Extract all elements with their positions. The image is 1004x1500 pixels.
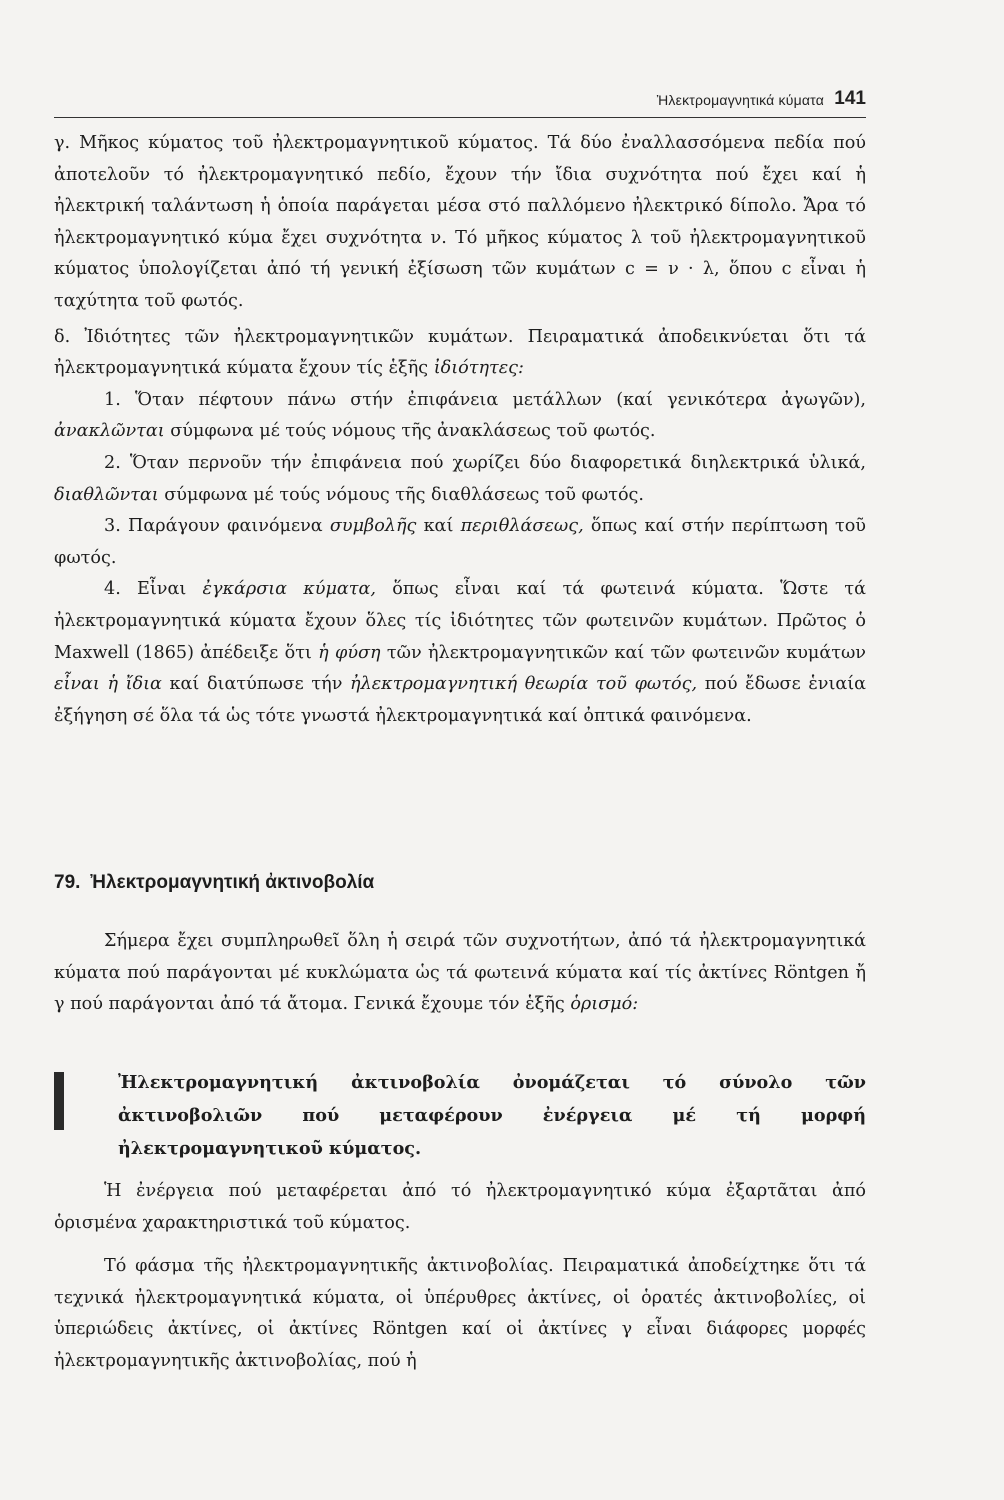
paragraph-intro — [54, 926, 866, 1021]
spectrum-text: Πειραματικά ἀποδείχτηκε ὅτι τά τεχνικά ἠλεκτρομαγνητικά κύματα, οἱ ὑπέρυθρες ἀκτίνες, οἱ ὁρατές ἀκτινοβολίες, οἱ ὑπεριώδεις ἀκτίνες, οἱ ἀκτίνες Röntgen καί οἱ ἀκτίνες γ εἶναι διάφορες μορφές ἠλεκτρομαγνητικῆς ἀκτινοβολίας, πού ἡ — [54, 1256, 866, 1371]
intro-italic: ὁρισμό: — [570, 994, 639, 1015]
item4-italic-1: ἐγκάρσια κύματα, — [202, 579, 377, 600]
section-title: Ἠλεκτρομαγνητική ἀκτινοβολία — [90, 872, 375, 893]
spectrum-paragraph-block — [54, 1251, 866, 1377]
paragraph-gamma — [54, 128, 866, 318]
section-number: 79. — [54, 872, 81, 893]
gamma-heading: γ. Μῆκος κύματος τοῦ ἠλεκτρομαγνητικοῦ κύματος. — [54, 133, 539, 153]
running-title: Ἠλεκτρομαγνητικά κύματα — [656, 92, 824, 108]
section-78-body — [54, 128, 866, 732]
paragraph-delta — [54, 322, 866, 385]
definition-box: Ἠλεκτρομαγνητική ἀκτινοβολία ὀνομάζεται τό σύνολο τῶν ἀκτινοβολιῶν πού μεταφέρουν ἐνέργεια μέ τή μορφή ἠλεκτρομαγνητικοῦ κύματος. — [118, 1072, 866, 1159]
item4-text-d: καί διατύπωσε τήν — [169, 674, 343, 695]
energy-paragraph-block — [54, 1176, 866, 1239]
property-item-1 — [54, 385, 866, 448]
item3-text-a: 3. Παράγουν φαινόμενα — [104, 516, 323, 537]
intro-text: Σήμερα ἔχει συμπληρωθεῖ ὅλη ἡ σειρά τῶν συχνοτήτων, ἀπό τά ἠλεκτρομαγνητικά κύματα πού παράγονται μέ κυκλώματα ὡς τά φωτεινά κύματα καί τίς ἀκτίνες Röntgen ἤ γ πού παράγονται ἀπό τά ἄτομα. Γενικά ἔχουμε τόν ἑξῆς — [54, 931, 866, 1015]
page-number: 141 — [834, 88, 866, 109]
item2-text-a: 2. Ὅταν περνοῦν τήν ἐπιφάνεια πού χωρίζει δύο διαφορετικά διηλεκτρικά ὑλικά, — [104, 452, 866, 473]
item1-text-a: 1. Ὅταν πέφτουν πάνω στήν ἐπιφάνεια μετάλλων (καί γενικότερα ἀγωγῶν), — [104, 389, 866, 410]
running-head — [54, 88, 866, 114]
delta-text: Πειραματικά ἀποδεικνύεται ὅτι τά ἠλεκτρομαγνητικά κύματα ἔχουν τίς ἑξῆς — [54, 326, 867, 379]
delta-heading: δ. Ἰδιότητες τῶν ἠλεκτρομαγνητικῶν κυμάτων. — [54, 326, 514, 347]
property-item-2 — [54, 448, 866, 511]
item4-italic-2: ἡ φύση — [318, 642, 381, 663]
gamma-text: Τά δύο ἐναλλασσόμενα πεδία πού ἀποτελοῦν τό ἠλεκτρομαγνητικό πεδίο, ἔχουν τήν ἴδια συχνότητα πού ἔχει καί ἡ ἠλεκτρική ταλάντωση ἡ ὁποία παράγεται μέσα στό παλλόμενο ἠλεκτρικό δίπολο. Ἄρα τό ἠλεκτρομαγνητικό κύμα ἔχει συχνότητα ν. Τό μῆκος κύματος λ τοῦ ἠλεκτρομαγνητικοῦ κύματος ὑπολογίζεται ἀπό τή γενική ἐξίσωση τῶν κυμάτων c = ν · λ, ὅπου c εἶναι ἡ ταχύτητα τοῦ φωτός. — [54, 133, 866, 311]
item4-text-e: πού ἔδωσε ἑνιαία ἐξήγηση σέ ὅλα τά ὡς τότε γνωστά ἠλεκτρομαγνητικά καί ὀπτικά φαινόμενα. — [54, 674, 867, 726]
item1-text-b: σύμφωνα μέ τούς νόμους τῆς ἀνακλάσεως τοῦ φωτός. — [170, 421, 656, 442]
item4-text-a: 4. Εἶναι — [104, 579, 187, 600]
item2-text-b: σύμφωνα μέ τούς νόμους τῆς διαθλάσεως τοῦ φωτός. — [164, 484, 644, 505]
item4-text-c: τῶν ἠλεκτρομαγνητικῶν καί τῶν φωτεινῶν κυμάτων — [386, 642, 867, 663]
delta-italic: ἰδιότητες: — [433, 358, 524, 379]
paragraph-energy: Ἡ ἐνέργεια πού μεταφέρεται ἀπό τό ἠλεκτρομαγνητικό κύμα ἐξαρτᾶται ἀπό ὁρισμένα χαρακτηριστικά τοῦ κύματος. — [54, 1181, 866, 1233]
item3-text-b: ὅπως καί στήν περίπτωση τοῦ φωτός. — [54, 516, 867, 568]
header-rule — [54, 117, 866, 118]
item2-italic: διαθλῶνται — [54, 484, 159, 505]
item4-text-b: ὅπως εἶναι καί τά φωτεινά κύματα. Ὥστε τά ἠλεκτρομαγνητικά κύματα ἔχουν ὅλες τίς ἰδιότητες τῶν φωτεινῶν κυμάτων. Πρῶτος ὁ Maxwell (1865) ἀπέδειξε ὅτι — [54, 579, 867, 663]
item4-italic-4: ἠλεκτρομαγνητική θεωρία τοῦ φωτός, — [350, 674, 698, 695]
paragraph-spectrum — [54, 1251, 866, 1377]
item3-italic-2: περιθλάσεως, — [460, 516, 584, 537]
property-item-4 — [54, 574, 866, 732]
spectrum-heading: Τό φάσμα τῆς ἠλεκτρομαγνητικῆς ἀκτινοβολίας. — [104, 1256, 554, 1276]
item3-italic-1: συμβολῆς — [329, 516, 417, 537]
item4-italic-3: εἶναι ἡ ἴδια — [54, 674, 162, 695]
item3-text-mid: καί — [423, 516, 454, 537]
property-item-3 — [54, 511, 866, 574]
section-79-intro — [54, 926, 866, 1021]
definition-marker-bar — [54, 1072, 64, 1130]
section-79-heading — [54, 872, 374, 894]
item1-italic: ἀνακλῶνται — [54, 421, 165, 442]
